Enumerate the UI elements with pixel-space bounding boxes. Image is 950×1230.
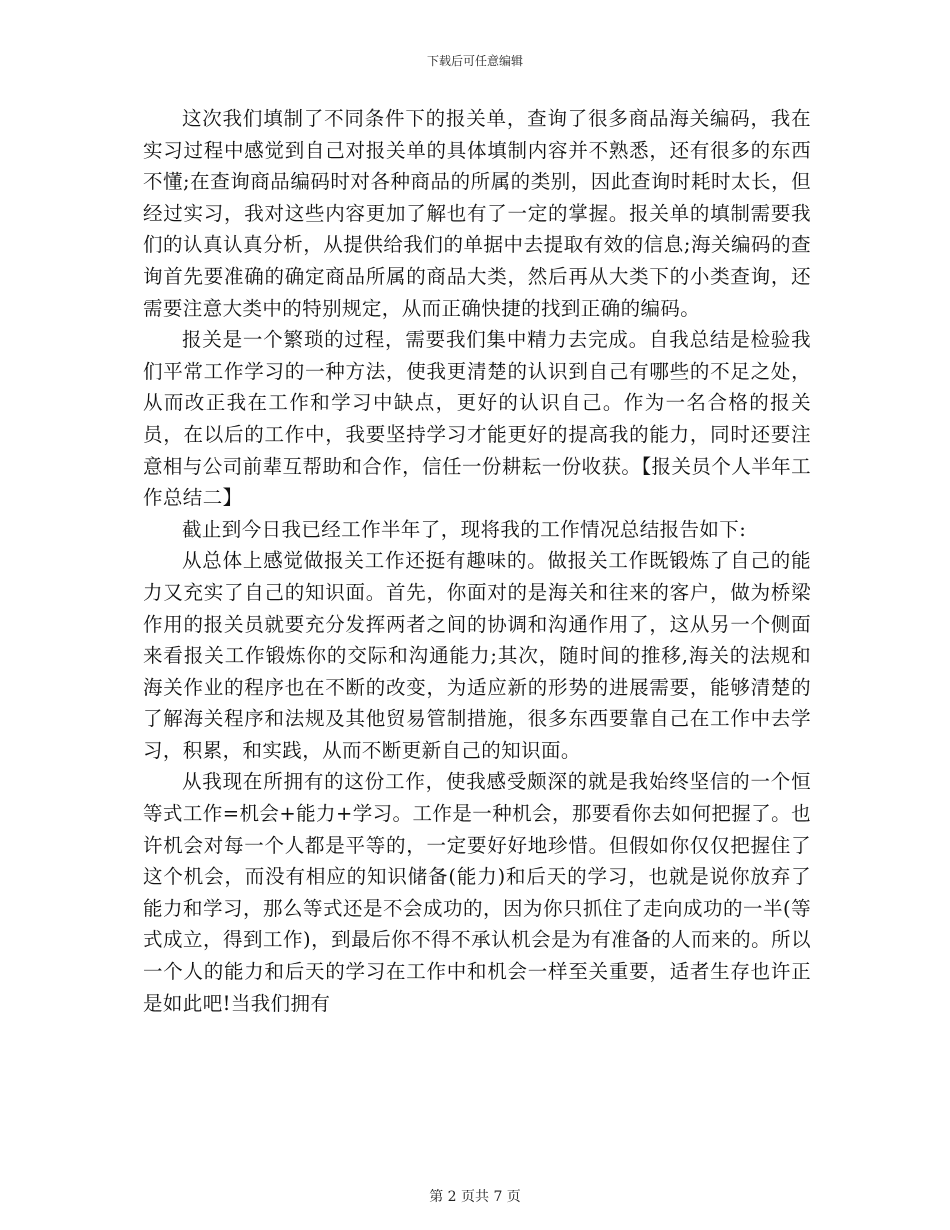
page-header: 下载后可任意编辑	[426, 54, 523, 68]
document-body	[143, 103, 811, 1019]
paragraph-3: 截止到今日我已经工作半年了，现将我的工作情况总结报告如下:	[182, 517, 747, 541]
paragraph-1: 这次我们填制了不同条件下的报关单，查询了很多商品海关编码，我在实习过程中感觉到自己对报关单的具体填制内容并不熟悉，还有很多的东西不懂;在查询商品编码时对各种商品的所属的类别，因此查询时耗时太长，但经过实习，我对这些内容更加了解也有了一定的掌握。报关单的填制需要我们的认真认真分析，从提供给我们的单据中去提取有效的信息;海关编码的查询首先要准确的确定商品所属的商品大类，然后再从大类下的小类查询，还需要注意大类中的特别规定，从而正确快捷的找到正确的编码。	[143, 107, 811, 320]
paragraph-5: 从我现在所拥有的这份工作，使我感受颇深的就是我始终坚信的一个恒等式工作=机会+能力+学习。工作是一种机会，那要看你去如何把握了。也许机会对每一个人都是平等的，一定要好好地珍惜。但假如你仅仅把握住了这个机会，而没有相应的知识储备(能力)和后天的学习，也就是说你放弃了能力和学习，那么等式还是不会成功的，因为你只抓住了走向成功的一半(等式成立，得到工作)，到最后你不得不承认机会是为有准备的人而来的。所以一个人的能力和后天的学习在工作中和机会一样至关重要，适者生存也许正是如此吧!当我们拥有	[143, 770, 811, 1015]
page-number-footer: 第 2 页共 7 页	[429, 1189, 521, 1205]
paragraph-2: 报关是一个繁琐的过程，需要我们集中精力去完成。自我总结是检验我们平常工作学习的一种方法，使我更清楚的认识到自己有哪些的不足之处，从而改正我在工作和学习中缺点，更好的认识自己。作为一名合格的报关员，在以后的工作中，我要坚持学习才能更好的提高我的能力，同时还要注意相与公司前辈互帮助和合作，信任一份耕耘一份收获。【报关员个人半年工作总结二】	[143, 328, 811, 510]
paragraph-4: 从总体上感觉做报关工作还挺有趣味的。做报关工作既锻炼了自己的能力又充实了自己的知识面。首先，你面对的是海关和往来的客户，做为桥梁作用的报关员就要充分发挥两者之间的协调和沟通作用了，这从另一个侧面来看报关工作锻炼你的交际和沟通能力;其次，随时间的推移,海关的法规和海关作业的程序也在不断的改变，为适应新的形势的进展需要，能够清楚的了解海关程序和法规及其他贸易管制措施，很多东西要靠自己在工作中去学习，积累，和实践，从而不断更新自己的知识面。	[143, 549, 811, 762]
